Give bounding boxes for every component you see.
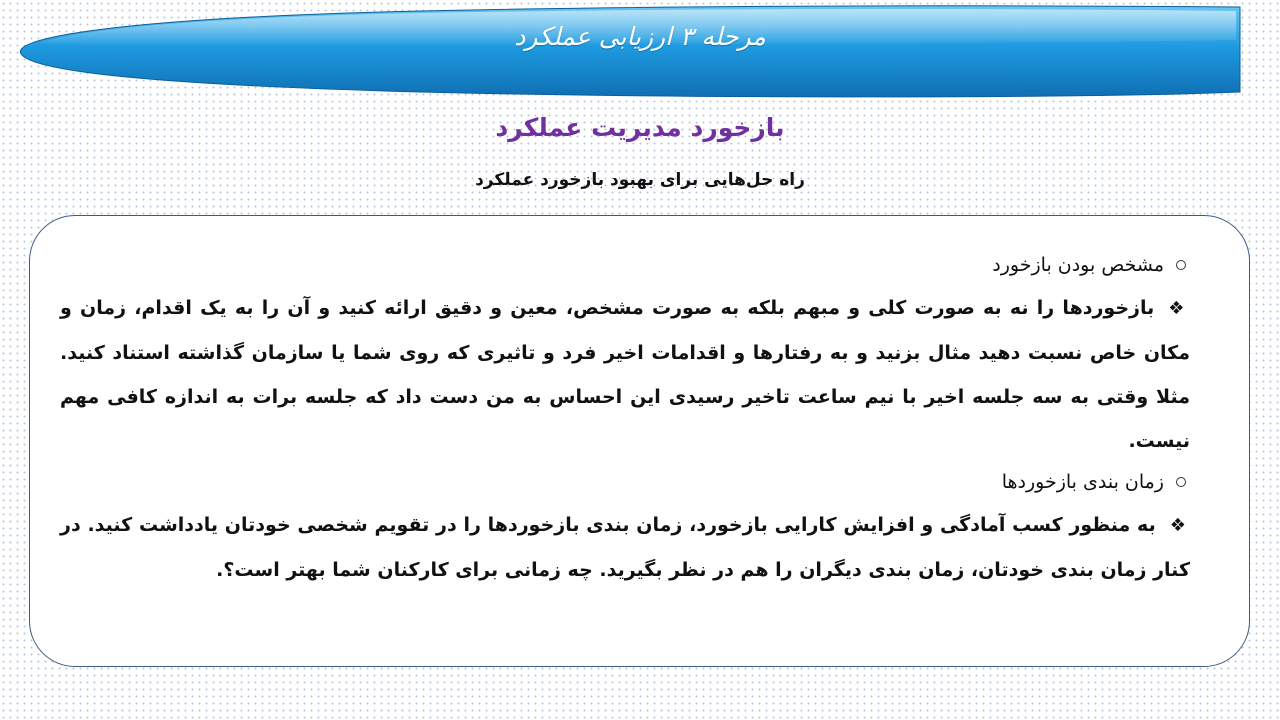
- section-paragraph: [60, 503, 1190, 592]
- title-banner: [0, 0, 1280, 110]
- section-paragraph-text: بازخوردها را نه به صورت کلی و مبهم بلکه به صورت مشخص، معین و دقیق ارائه کنید و آن را به یک اقدام، زمان و مکان خاص نسبت دهید مثال بزنید و به رفتارها و اقدامات اخیر فرد و تاثیری که روی شما یا سازمان گذاشته استناد کنید. مثلا وقتی به سه جلسه اخیر با نیم ساعت تاخیر رسیدی این احساس به من دست داد که جلسه برات به اندازه کافی مهم نیست.: [60, 297, 1190, 452]
- page-title: بازخورد مدیریت عملکرد: [495, 113, 785, 142]
- section-heading: [60, 463, 1190, 501]
- hollow-circle-icon: [1176, 260, 1186, 270]
- section-heading: [60, 246, 1190, 284]
- page-subtitle: راه حل‌هایی برای بهبود بازخورد عملکرد: [475, 170, 805, 190]
- section-heading-text: مشخص بودن بازخورد: [992, 254, 1164, 276]
- four-diamond-icon: ❖: [1169, 515, 1186, 536]
- hollow-circle-icon: [1176, 477, 1186, 487]
- section-paragraph: [60, 286, 1190, 463]
- content-body: [60, 246, 1190, 592]
- banner-shape: [0, 0, 1280, 110]
- four-diamond-icon: ❖: [1168, 298, 1186, 319]
- banner-title: مرحله ۳ ارزیابی عملکرد: [514, 22, 766, 51]
- section-paragraph-text: به منظور کسب آمادگی و افزایش کارایی بازخورد، زمان بندی بازخوردها را در تقویم شخصی خودتان یادداشت کنید. در کنار زمان بندی خودتان، زمان بندی دیگران را هم در نظر بگیرید. چه زمانی برای کارکنان شما بهتر است؟.: [60, 514, 1190, 581]
- section-heading-text: زمان بندی بازخوردها: [1001, 471, 1164, 493]
